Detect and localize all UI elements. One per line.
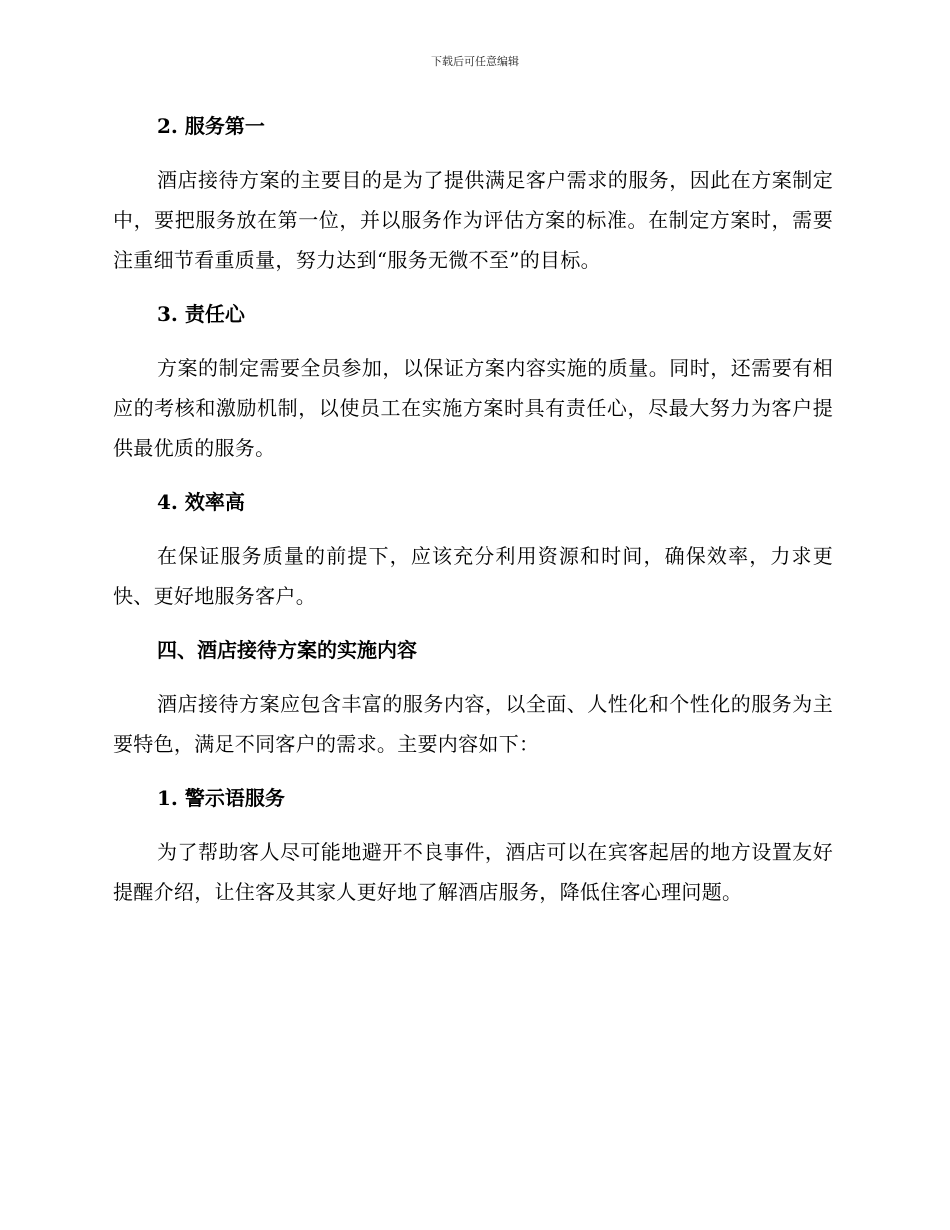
- document-body: [113, 108, 833, 928]
- section-heading-efficiency: 4. 效率高: [157, 490, 245, 514]
- paragraph-responsibility: 方案的制定需要全员参加，以保证方案内容实施的质量。同时，还需要有相应的考核和激励机制，以使员工在实施方案时具有责任心，尽最大努力为客户提供最优质的服务。: [113, 356, 833, 460]
- paragraph-service-first: 酒店接待方案的主要目的是为了提供满足客户需求的服务，因此在方案制定中，要把服务放在第一位，并以服务作为评估方案的标准。在制定方案时，需要注重细节看重质量，努力达到“服务无微不至”的目标。: [113, 168, 833, 272]
- page-header-note: 下载后可任意编辑: [431, 55, 519, 68]
- paragraph-implementation: 酒店接待方案应包含丰富的服务内容，以全面、人性化和个性化的服务为主要特色，满足不同客户的需求。主要内容如下：: [113, 692, 833, 756]
- section-heading-responsibility: 3. 责任心: [157, 302, 245, 326]
- section-heading-warning-service: 1. 警示语服务: [157, 786, 285, 810]
- paragraph-warning-service: 为了帮助客人尽可能地避开不良事件，酒店可以在宾客起居的地方设置友好提醒介绍，让住客及其家人更好地了解酒店服务，降低住客心理问题。: [113, 840, 833, 904]
- paragraph-efficiency: 在保证服务质量的前提下，应该充分利用资源和时间，确保效率，力求更快、更好地服务客户。: [113, 544, 833, 608]
- section-heading-service-first: 2. 服务第一: [157, 114, 265, 138]
- section-heading-implementation: 四、酒店接待方案的实施内容: [157, 638, 417, 662]
